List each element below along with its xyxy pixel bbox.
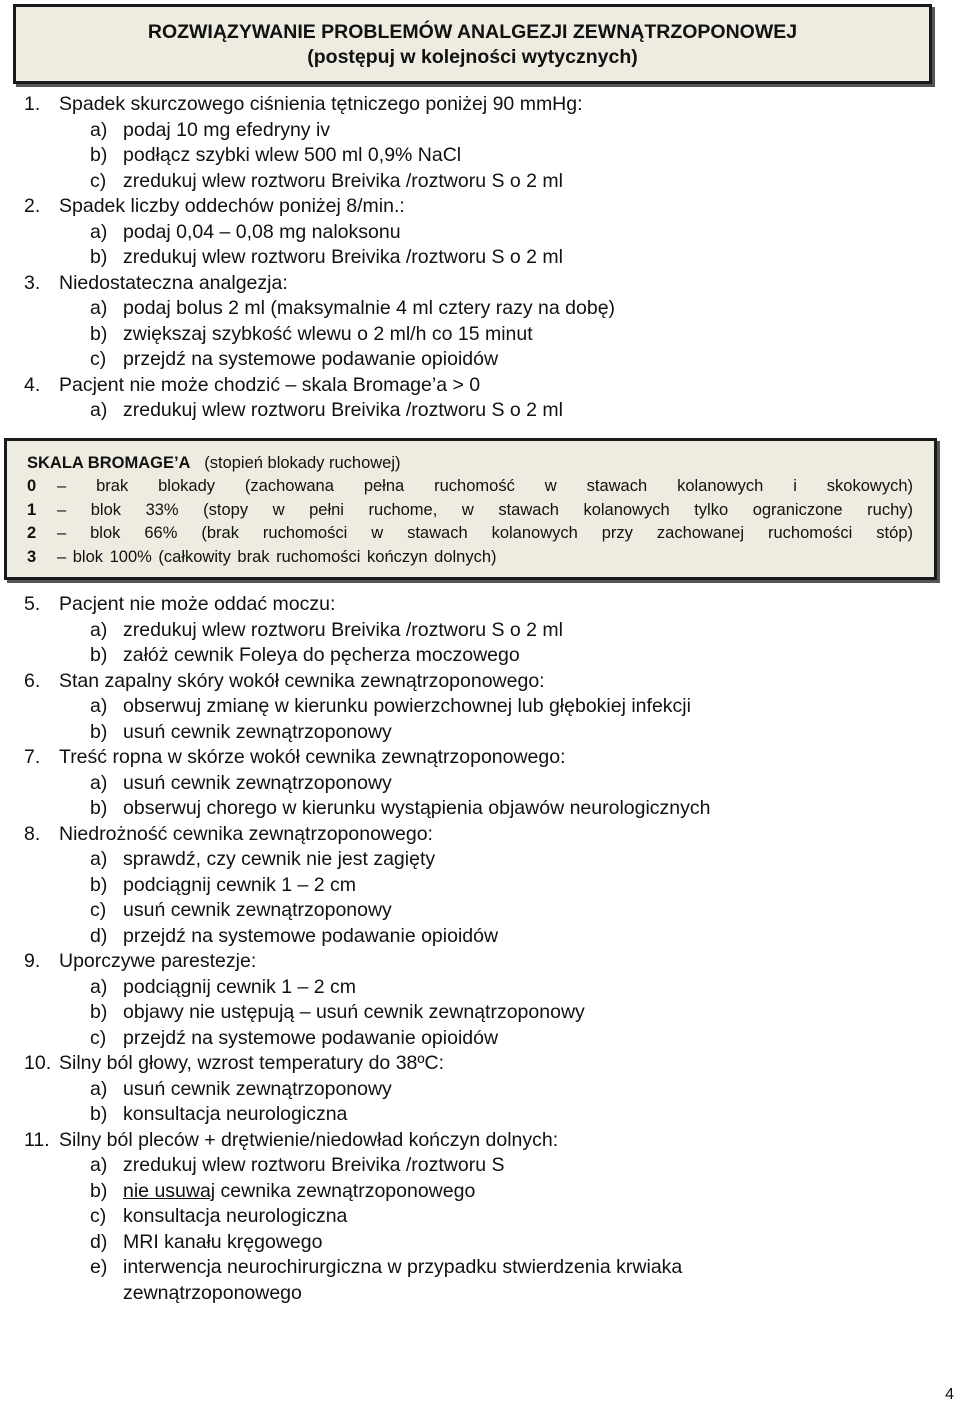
action-text <box>123 245 563 271</box>
title-line-2: (postępuj w kolejności wytycznych) <box>307 46 638 68</box>
action-item <box>24 1255 924 1306</box>
action-item <box>24 720 924 746</box>
action-item <box>24 975 924 1001</box>
action-letter: b) <box>90 1179 108 1202</box>
action-item <box>24 220 924 246</box>
action-letter: a) <box>90 399 108 421</box>
action-text <box>123 618 563 644</box>
action-text <box>123 1255 823 1306</box>
bromage-description: – blok 33% (stopy w pełni ruchome, w stawach kolanowych tylko ograniczone ruchy) <box>57 500 913 519</box>
bromage-level: 1 <box>27 500 37 519</box>
bromage-description: – brak blokady (zachowana pełna ruchomość w stawach kolanowych i skokowych) <box>57 477 913 495</box>
problem-item <box>24 271 924 297</box>
action-text <box>123 898 392 924</box>
action-item <box>24 1230 924 1256</box>
bromage-description: – blok 100% (całkowity brak ruchomości kończyn dolnych) <box>57 547 497 566</box>
action-item <box>24 1026 924 1052</box>
action-letter: a) <box>90 618 108 641</box>
problem-text: Pacjent nie może chodzić – skala Bromage’a > 0 <box>59 373 481 396</box>
bromage-scale-box <box>4 438 937 580</box>
action-text <box>123 296 615 322</box>
problem-text: Niedostateczna analgezja: <box>59 271 288 294</box>
action-item <box>24 771 924 797</box>
action-text <box>123 1179 475 1205</box>
action-item <box>24 924 924 950</box>
action-letter: b) <box>90 720 108 743</box>
action-text <box>123 220 401 246</box>
title-box <box>13 4 932 84</box>
problem-text: Treść ropna w skórze wokół cewnika zewnątrzoponowego: <box>59 746 566 768</box>
action-text <box>123 143 461 169</box>
action-letter: a) <box>90 1154 108 1176</box>
action-letter: c) <box>90 899 107 921</box>
action-text-part: podaj 10 mg efedryny iv <box>123 118 331 141</box>
action-text <box>123 694 691 720</box>
action-letter: b) <box>90 246 108 268</box>
problem-item <box>24 373 924 399</box>
action-letter: a) <box>90 848 108 870</box>
action-item <box>24 1204 924 1230</box>
action-text-part: podaj 0,04 – 0,08 mg naloksonu <box>123 220 401 243</box>
action-letter: c) <box>90 169 107 192</box>
action-text <box>123 1102 347 1128</box>
action-text-part: zredukuj wlew roztworu Breivika /roztworu S o 2 ml <box>123 618 563 641</box>
action-text-part: sprawdź, czy cewnik nie jest zagięty <box>123 848 436 870</box>
action-text-part: zredukuj wlew roztworu Breivika /roztworu S o 2 ml <box>123 246 563 268</box>
problem-item <box>24 194 924 220</box>
action-text-part: zredukuj wlew roztworu Breivika /roztworu S o 2 ml <box>123 169 563 192</box>
action-text-part: interwencja neurochirurgiczna w przypadku stwierdzenia krwiaka zewnątrzoponowego <box>123 1256 683 1304</box>
problem-item <box>24 92 924 118</box>
action-text <box>123 975 356 1001</box>
action-letter: a) <box>90 118 108 141</box>
action-letter: b) <box>90 1103 108 1125</box>
action-text-part: objawy nie ustępują – usuń cewnik zewnątrzoponowy <box>123 1001 585 1023</box>
action-text-part: zredukuj wlew roztworu Breivika /roztworu S o 2 ml <box>123 399 563 421</box>
action-text <box>123 169 563 195</box>
action-letter: d) <box>90 924 108 947</box>
problem-number: 11. <box>24 1128 50 1151</box>
problem-number: 2. <box>24 195 41 217</box>
bromage-level: 3 <box>27 547 37 566</box>
problem-text: Niedrożność cewnika zewnątrzoponowego: <box>59 822 433 845</box>
problem-text: Spadek skurczowego ciśnienia tętniczego poniżej 90 mmHg: <box>59 93 583 115</box>
problem-item <box>24 1051 924 1077</box>
action-text-part: przejdź na systemowe podawanie opioidów <box>123 348 499 370</box>
action-item <box>24 1102 924 1128</box>
title-line-1: ROZWIĄZYWANIE PROBLEMÓW ANALGEZJI ZEWNĄTRZOPONOWEJ <box>147 21 798 43</box>
problem-list-part-1 <box>24 92 924 424</box>
action-item <box>24 873 924 899</box>
bromage-description: – blok 66% (brak ruchomości w stawach kolanowych przy zachowanej ruchomości stóp) <box>57 524 913 542</box>
action-underlined-text: nie usuwaj <box>123 1179 216 1202</box>
problem-text: Silny ból głowy, wzrost temperatury do 38ºC: <box>59 1052 445 1074</box>
action-letter: a) <box>90 220 108 243</box>
problem-list-part-2 <box>24 592 924 1306</box>
problem-number: 8. <box>24 822 41 845</box>
problem-number: 6. <box>24 669 41 692</box>
action-text <box>123 1077 392 1103</box>
problem-number: 10. <box>24 1052 52 1074</box>
action-text-part: podaj bolus 2 ml (maksymalnie 4 ml cztery razy na dobę) <box>123 297 616 319</box>
action-item <box>24 1077 924 1103</box>
bromage-level-row <box>27 522 913 546</box>
problem-number: 1. <box>24 93 41 115</box>
bromage-scale-subtitle: (stopień blokady ruchowej) <box>204 454 401 472</box>
action-item <box>24 118 924 144</box>
action-text <box>123 771 392 797</box>
action-letter: a) <box>90 695 108 717</box>
bromage-scale-title: SKALA BROMAGE’A <box>27 454 191 472</box>
problem-number: 3. <box>24 271 41 294</box>
action-text <box>123 847 435 873</box>
action-text-part: usuń cewnik zewnątrzoponowy <box>123 720 392 743</box>
action-text-part: podłącz szybki wlew 500 ml 0,9% NaCl <box>123 144 462 166</box>
page-number: 4 <box>945 1386 954 1403</box>
action-item <box>24 1179 924 1205</box>
bromage-scale-header <box>27 451 934 475</box>
action-text-part: usuń cewnik zewnątrzoponowy <box>123 899 392 921</box>
action-item <box>24 1153 924 1179</box>
action-text-part: konsultacja neurologiczna <box>123 1205 348 1227</box>
action-text <box>123 924 498 950</box>
problem-item <box>24 949 924 975</box>
action-text <box>123 1026 498 1052</box>
action-item <box>24 296 924 322</box>
action-letter: c) <box>90 348 107 370</box>
action-text-part: usuń cewnik zewnątrzoponowy <box>123 771 392 794</box>
action-text-part: konsultacja neurologiczna <box>123 1103 348 1125</box>
action-item <box>24 143 924 169</box>
action-text-part: podciągnij cewnik 1 – 2 cm <box>123 975 357 998</box>
problem-text: Pacjent nie może oddać moczu: <box>59 593 336 615</box>
action-text-part: obserwuj chorego w kierunku wystąpienia objawów neurologicznych <box>123 797 711 819</box>
problem-number: 7. <box>24 746 41 768</box>
problem-item <box>24 669 924 695</box>
problem-text: Stan zapalny skóry wokół cewnika zewnątrzoponowego: <box>59 669 545 692</box>
action-item <box>24 847 924 873</box>
action-item <box>24 169 924 195</box>
action-item <box>24 1000 924 1026</box>
action-text <box>123 1230 322 1256</box>
action-letter: c) <box>90 1026 107 1049</box>
action-text-part: podciągnij cewnik 1 – 2 cm <box>123 873 357 896</box>
action-letter: b) <box>90 797 108 819</box>
action-text-part: zredukuj wlew roztworu Breivika /roztworu S <box>123 1154 505 1176</box>
action-text-part: MRI kanału kręgowego <box>123 1230 323 1253</box>
action-item <box>24 694 924 720</box>
problem-text: Silny ból pleców + drętwienie/niedowład kończyn dolnych: <box>59 1128 559 1151</box>
bromage-scale-rows <box>27 475 934 569</box>
bromage-level-row <box>27 546 913 570</box>
problem-item <box>24 822 924 848</box>
problem-item <box>24 592 924 618</box>
problem-number: 5. <box>24 593 41 615</box>
bromage-level: 0 <box>27 477 37 495</box>
action-item <box>24 796 924 822</box>
action-letter: d) <box>90 1230 108 1253</box>
action-letter: b) <box>90 1001 108 1023</box>
action-item <box>24 898 924 924</box>
action-text-part: cewnika zewnątrzoponowego <box>215 1179 476 1202</box>
action-text <box>123 720 392 746</box>
bromage-level: 2 <box>27 524 37 542</box>
action-text-part: załóż cewnik Foleya do pęcherza moczowego <box>123 644 520 666</box>
problem-number: 4. <box>24 373 41 396</box>
action-letter: a) <box>90 771 108 794</box>
action-letter: b) <box>90 322 108 345</box>
action-letter: a) <box>90 1077 108 1100</box>
problem-text: Spadek liczby oddechów poniżej 8/min.: <box>59 195 405 217</box>
action-letter: b) <box>90 644 108 666</box>
action-text <box>123 873 356 899</box>
bromage-level-row <box>27 499 913 523</box>
action-text <box>123 796 711 822</box>
action-text <box>123 1204 347 1230</box>
action-letter: c) <box>90 1205 107 1227</box>
action-item <box>24 322 924 348</box>
action-item <box>24 643 924 669</box>
action-text-part: usuń cewnik zewnątrzoponowy <box>123 1077 392 1100</box>
problem-item <box>24 745 924 771</box>
action-item <box>24 347 924 373</box>
bromage-level-row <box>27 475 913 499</box>
action-item <box>24 618 924 644</box>
action-text <box>123 1000 585 1026</box>
action-text-part: zwiększaj szybkość wlewu o 2 ml/h co 15 minut <box>123 322 533 345</box>
action-letter: a) <box>90 297 108 319</box>
action-text <box>123 347 498 373</box>
problem-item <box>24 1128 924 1154</box>
action-item <box>24 398 924 424</box>
action-text <box>123 398 563 424</box>
action-text <box>123 118 330 144</box>
action-letter: b) <box>90 873 108 896</box>
problem-number: 9. <box>24 950 41 972</box>
action-text-part: przejdź na systemowe podawanie opioidów <box>123 1026 499 1049</box>
action-text <box>123 322 533 348</box>
action-letter: a) <box>90 975 108 998</box>
action-letter: e) <box>90 1256 108 1278</box>
problem-text: Uporczywe parestezje: <box>59 950 257 972</box>
action-item <box>24 245 924 271</box>
action-text-part: obserwuj zmianę w kierunku powierzchownej lub głębokiej infekcji <box>123 695 691 717</box>
action-text-part: przejdź na systemowe podawanie opioidów <box>123 924 499 947</box>
action-text <box>123 643 520 669</box>
action-text <box>123 1153 504 1179</box>
action-letter: b) <box>90 144 108 166</box>
